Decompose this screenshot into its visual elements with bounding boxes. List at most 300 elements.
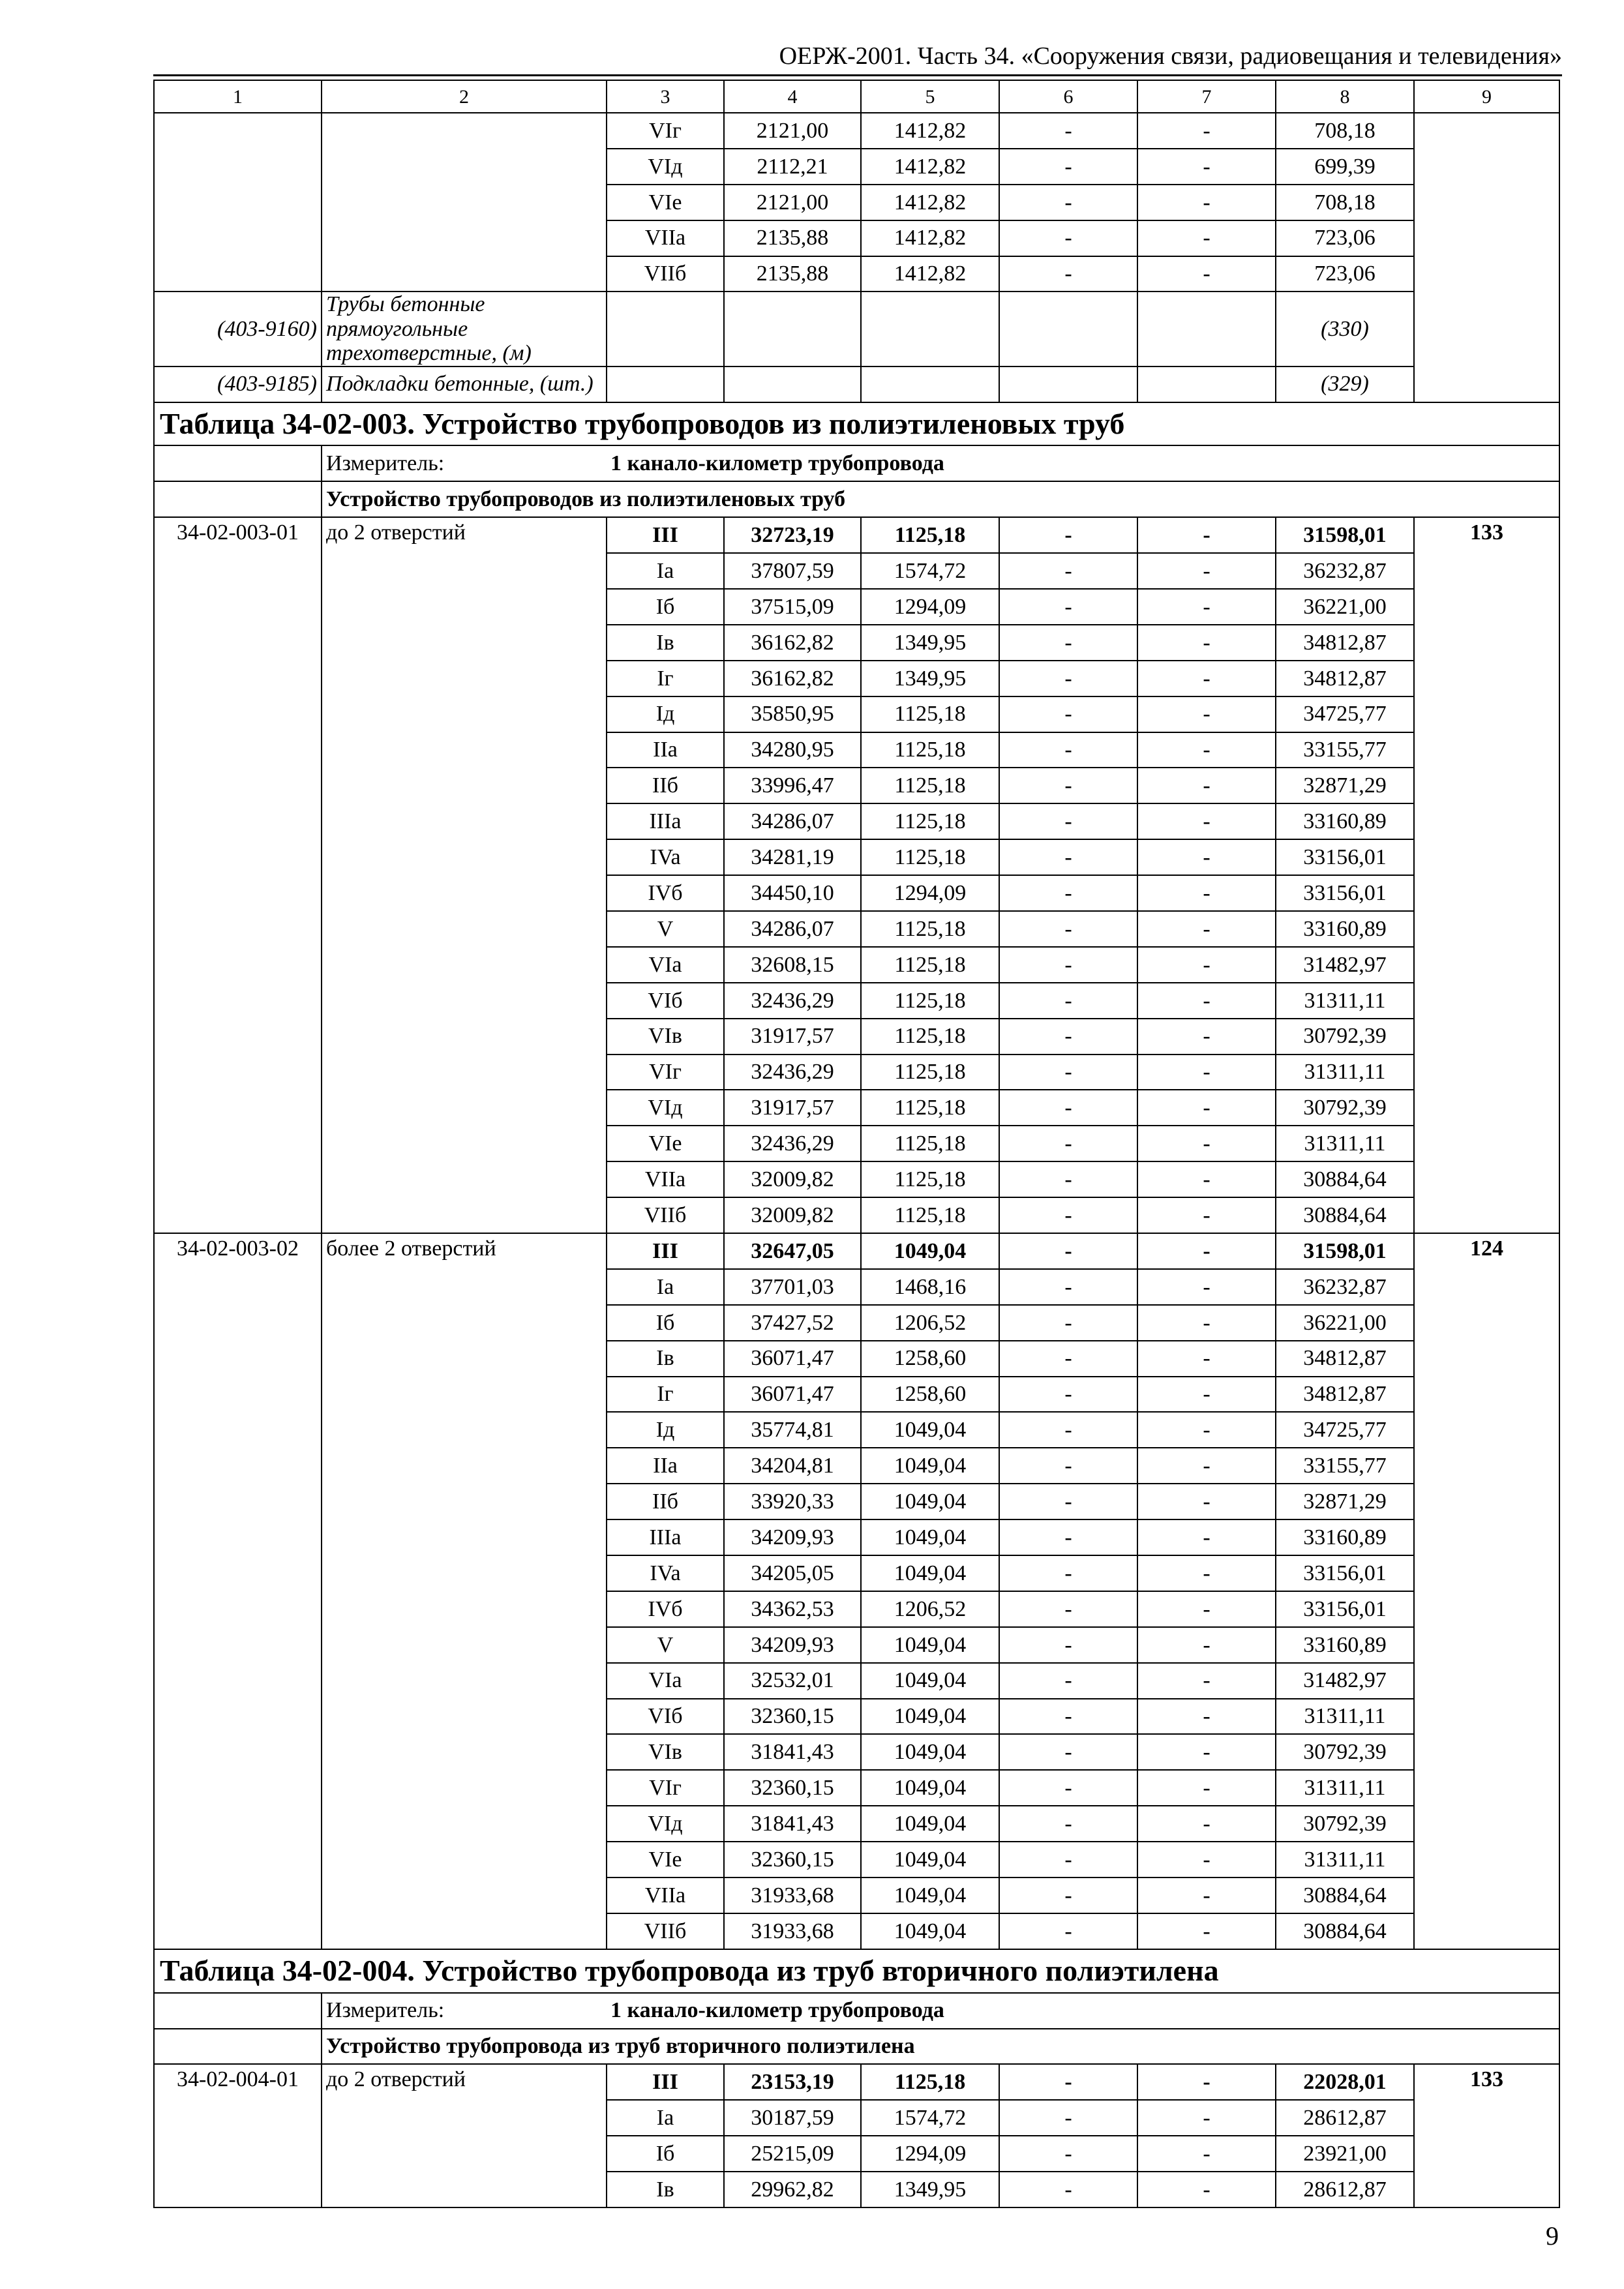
- labor-cost-cell: 1258,60: [861, 1377, 999, 1413]
- operator-wage-cell: -: [1137, 149, 1276, 185]
- materials-cost-cell: 708,18: [1276, 185, 1414, 220]
- materials-cost-cell: 699,39: [1276, 149, 1414, 185]
- direct-cost-cell: 32360,15: [724, 1842, 861, 1878]
- zone-cell: III: [607, 517, 724, 553]
- materials-cost-cell: 33155,77: [1276, 732, 1414, 768]
- zone-cell: IIa: [607, 1448, 724, 1484]
- operator-wage-cell: -: [1137, 1591, 1276, 1627]
- zone-cell: Iг: [607, 1377, 724, 1413]
- direct-cost-cell: 2121,00: [724, 113, 861, 149]
- operator-wage-cell: -: [1137, 1806, 1276, 1842]
- zone-cell: Iб: [607, 2136, 724, 2172]
- materials-cost-cell: 31482,97: [1276, 947, 1414, 983]
- page-number: 9: [1546, 2221, 1559, 2251]
- materials-cost-cell: 33156,01: [1276, 839, 1414, 875]
- operator-wage-cell: -: [1137, 256, 1276, 292]
- machine-cost-cell: -: [999, 1734, 1137, 1770]
- operator-wage-cell: -: [1137, 2136, 1276, 2172]
- meter-spacer: [154, 445, 322, 481]
- zone-cell: VIб: [607, 1699, 724, 1735]
- materials-cost-cell: 34812,87: [1276, 1377, 1414, 1413]
- empty-cell: [724, 367, 861, 402]
- rates-table: [153, 80, 1560, 2208]
- zone-cell: VIIб: [607, 256, 724, 292]
- zone-cell: III: [607, 2064, 724, 2100]
- operator-wage-cell: -: [1137, 589, 1276, 625]
- labor-cost-cell: 1049,04: [861, 1412, 999, 1448]
- materials-cost-cell: 30884,64: [1276, 1878, 1414, 1913]
- materials-cost-cell: 34812,87: [1276, 625, 1414, 661]
- description-cell: [322, 113, 607, 292]
- resource-note-row: [154, 292, 1559, 366]
- direct-cost-cell: 36071,47: [724, 1341, 861, 1377]
- labor-cost-cell: 1412,82: [861, 113, 999, 149]
- labor-cost-cell: 1125,18: [861, 1055, 999, 1090]
- materials-cost-cell: 31598,01: [1276, 1233, 1414, 1269]
- column-number-row: [154, 80, 1559, 113]
- labor-cost-cell: 1125,18: [861, 911, 999, 947]
- materials-cost-cell: 33156,01: [1276, 1555, 1414, 1591]
- operator-wage-cell: -: [1137, 1161, 1276, 1197]
- direct-cost-cell: 35774,81: [724, 1412, 861, 1448]
- machine-cost-cell: -: [999, 911, 1137, 947]
- zone-cell: VIб: [607, 983, 724, 1019]
- labor-cost-cell: 1412,82: [861, 256, 999, 292]
- direct-cost-cell: 34205,05: [724, 1555, 861, 1591]
- labor-cost-cell: 1049,04: [861, 1842, 999, 1878]
- machine-cost-cell: -: [999, 1055, 1137, 1090]
- materials-cost-cell: 30792,39: [1276, 1806, 1414, 1842]
- materials-cost-cell: 33160,89: [1276, 1627, 1414, 1663]
- materials-cost-cell: 30884,64: [1276, 1913, 1414, 1949]
- labor-cost-cell: 1294,09: [861, 875, 999, 911]
- machine-cost-cell: -: [999, 185, 1137, 220]
- col9-cell: [1414, 113, 1559, 402]
- meter-spacer: [154, 1993, 322, 2029]
- machine-cost-cell: -: [999, 625, 1137, 661]
- operator-wage-cell: -: [1137, 185, 1276, 220]
- machine-cost-cell: -: [999, 113, 1137, 149]
- operator-wage-cell: -: [1137, 803, 1276, 839]
- labor-cost-cell: 1049,04: [861, 1627, 999, 1663]
- operator-wage-cell: -: [1137, 1842, 1276, 1878]
- materials-cost-cell: 33155,77: [1276, 1448, 1414, 1484]
- zone-cell: Iд: [607, 1412, 724, 1448]
- operator-wage-cell: -: [1137, 1519, 1276, 1555]
- direct-cost-cell: 2135,88: [724, 220, 861, 256]
- labor-cost-cell: 1125,18: [861, 1019, 999, 1055]
- code-cell: 34-02-004-01: [154, 2064, 322, 2207]
- materials-cost-cell: 31482,97: [1276, 1663, 1414, 1699]
- zone-cell: IIIa: [607, 1519, 724, 1555]
- meter-label: Измеритель:: [322, 445, 607, 481]
- subtitle: Устройство трубопровода из труб вторичного полиэтилена: [322, 2029, 1559, 2065]
- labor-cost-cell: 1125,18: [861, 768, 999, 803]
- zone-cell: VIг: [607, 1055, 724, 1090]
- labor-cost-cell: 1206,52: [861, 1591, 999, 1627]
- subtitle-spacer: [154, 2029, 322, 2065]
- machine-cost-cell: -: [999, 983, 1137, 1019]
- subtitle-spacer: [154, 481, 322, 517]
- operator-wage-cell: -: [1137, 1055, 1276, 1090]
- zone-cell: VIг: [607, 1770, 724, 1806]
- table-title: Таблица 34-02-004. Устройство трубопровода из труб вторичного полиэтилена: [154, 1949, 1559, 1993]
- direct-cost-cell: 32532,01: [724, 1663, 861, 1699]
- operator-wage-cell: -: [1137, 1197, 1276, 1233]
- direct-cost-cell: 25215,09: [724, 2136, 861, 2172]
- zone-cell: VIIa: [607, 1878, 724, 1913]
- direct-cost-cell: 32360,15: [724, 1699, 861, 1735]
- direct-cost-cell: 2135,88: [724, 256, 861, 292]
- materials-cost-cell: 30884,64: [1276, 1197, 1414, 1233]
- materials-cost-cell: 30792,39: [1276, 1734, 1414, 1770]
- machine-cost-cell: -: [999, 149, 1137, 185]
- zone-cell: VIIб: [607, 1913, 724, 1949]
- machine-cost-cell: -: [999, 2100, 1137, 2136]
- labor-cost-cell: 1049,04: [861, 1913, 999, 1949]
- labor-cost-cell: 1349,95: [861, 625, 999, 661]
- zone-cell: VIв: [607, 1734, 724, 1770]
- subtitle-row: [154, 481, 1559, 517]
- description-cell: до 2 отверстий: [322, 2064, 607, 2207]
- direct-cost-cell: 32608,15: [724, 947, 861, 983]
- materials-cost-cell: 34812,87: [1276, 661, 1414, 696]
- operator-wage-cell: -: [1137, 517, 1276, 553]
- labor-cost-cell: 1125,18: [861, 1126, 999, 1161]
- machine-cost-cell: -: [999, 1377, 1137, 1413]
- zone-cell: IIб: [607, 1484, 724, 1519]
- operator-wage-cell: -: [1137, 1090, 1276, 1126]
- direct-cost-cell: 37515,09: [724, 589, 861, 625]
- direct-cost-cell: 2112,21: [724, 149, 861, 185]
- column-number: 5: [861, 80, 999, 113]
- materials-cost-cell: 33160,89: [1276, 803, 1414, 839]
- labor-cost-cell: 1049,04: [861, 1734, 999, 1770]
- zone-cell: IVб: [607, 1591, 724, 1627]
- operator-wage-cell: -: [1137, 839, 1276, 875]
- machine-cost-cell: -: [999, 1484, 1137, 1519]
- zone-cell: IVa: [607, 839, 724, 875]
- direct-cost-cell: 36162,82: [724, 661, 861, 696]
- machine-cost-cell: -: [999, 696, 1137, 732]
- machine-cost-cell: -: [999, 1448, 1137, 1484]
- column-number: 6: [999, 80, 1137, 113]
- materials-cost-cell: 22028,01: [1276, 2064, 1414, 2100]
- zone-cell: VIд: [607, 149, 724, 185]
- labor-cost-cell: 1049,04: [861, 1233, 999, 1269]
- direct-cost-cell: 23153,19: [724, 2064, 861, 2100]
- machine-cost-cell: -: [999, 1197, 1137, 1233]
- zone-cell: VIa: [607, 1663, 724, 1699]
- direct-cost-cell: 34204,81: [724, 1448, 861, 1484]
- direct-cost-cell: 34280,95: [724, 732, 861, 768]
- direct-cost-cell: 32436,29: [724, 983, 861, 1019]
- zone-cell: VIд: [607, 1090, 724, 1126]
- machine-cost-cell: -: [999, 553, 1137, 589]
- operator-wage-cell: -: [1137, 1019, 1276, 1055]
- labor-cost-cell: 1125,18: [861, 983, 999, 1019]
- materials-cost-cell: 31311,11: [1276, 1770, 1414, 1806]
- direct-cost-cell: 31933,68: [724, 1913, 861, 1949]
- direct-cost-cell: 34281,19: [724, 839, 861, 875]
- subtitle: Устройство трубопроводов из полиэтиленовых труб: [322, 481, 1559, 517]
- zone-cell: VIе: [607, 1126, 724, 1161]
- direct-cost-cell: 35850,95: [724, 696, 861, 732]
- operator-wage-cell: -: [1137, 1663, 1276, 1699]
- labor-cost-cell: 1125,18: [861, 839, 999, 875]
- empty-cell: [999, 367, 1137, 402]
- machine-cost-cell: -: [999, 1770, 1137, 1806]
- labor-cost-cell: 1049,04: [861, 1484, 999, 1519]
- zone-cell: IVa: [607, 1555, 724, 1591]
- materials-cost-cell: 36221,00: [1276, 589, 1414, 625]
- labor-cost-cell: 1125,18: [861, 732, 999, 768]
- direct-cost-cell: 34286,07: [724, 803, 861, 839]
- operator-wage-cell: -: [1137, 2100, 1276, 2136]
- zone-cell: VIIa: [607, 1161, 724, 1197]
- table-body: [154, 80, 1559, 2207]
- labor-cost-cell: 1412,82: [861, 185, 999, 220]
- labor-cost-cell: 1125,18: [861, 1161, 999, 1197]
- operator-wage-cell: -: [1137, 2064, 1276, 2100]
- machine-cost-cell: -: [999, 803, 1137, 839]
- machine-cost-cell: -: [999, 256, 1137, 292]
- labor-cost-cell: 1049,04: [861, 1663, 999, 1699]
- materials-cost-cell: 36232,87: [1276, 1269, 1414, 1305]
- materials-cost-cell: 34725,77: [1276, 696, 1414, 732]
- labor-cost-cell: 1125,18: [861, 803, 999, 839]
- meter-row: [154, 1993, 1559, 2029]
- operator-wage-cell: -: [1137, 696, 1276, 732]
- direct-cost-cell: 31917,57: [724, 1090, 861, 1126]
- operator-wage-cell: -: [1137, 661, 1276, 696]
- operator-wage-cell: -: [1137, 1555, 1276, 1591]
- empty-cell: [861, 367, 999, 402]
- labor-cost-cell: 1049,04: [861, 1519, 999, 1555]
- direct-cost-cell: 34286,07: [724, 911, 861, 947]
- labor-cost-cell: 1125,18: [861, 1197, 999, 1233]
- direct-cost-cell: 37427,52: [724, 1305, 861, 1341]
- labor-cost-cell: 1125,18: [861, 1090, 999, 1126]
- table-title-row: [154, 402, 1559, 446]
- operator-wage-cell: -: [1137, 2172, 1276, 2207]
- direct-cost-cell: 31841,43: [724, 1734, 861, 1770]
- table-title-row: [154, 1949, 1559, 1993]
- labor-cost-cell: 1049,04: [861, 1448, 999, 1484]
- materials-cost-cell: 36232,87: [1276, 553, 1414, 589]
- operator-wage-cell: -: [1137, 113, 1276, 149]
- direct-cost-cell: 31917,57: [724, 1019, 861, 1055]
- operator-wage-cell: -: [1137, 1734, 1276, 1770]
- table-title: Таблица 34-02-003. Устройство трубопроводов из полиэтиленовых труб: [154, 402, 1559, 446]
- machine-cost-cell: -: [999, 1090, 1137, 1126]
- operator-wage-cell: -: [1137, 553, 1276, 589]
- zone-cell: V: [607, 911, 724, 947]
- materials-cost-cell: 31311,11: [1276, 1842, 1414, 1878]
- machine-cost-cell: -: [999, 732, 1137, 768]
- empty-cell: [1137, 367, 1276, 402]
- resource-quantity: (329): [1276, 367, 1414, 402]
- empty-cell: [724, 292, 861, 366]
- operator-wage-cell: -: [1137, 911, 1276, 947]
- code-cell: 34-02-003-01: [154, 517, 322, 1233]
- machine-cost-cell: -: [999, 1842, 1137, 1878]
- direct-cost-cell: 34209,93: [724, 1627, 861, 1663]
- resource-note-row: [154, 367, 1559, 402]
- materials-cost-cell: 723,06: [1276, 220, 1414, 256]
- zone-cell: IVб: [607, 875, 724, 911]
- col9-cell: 133: [1414, 517, 1559, 1233]
- machine-cost-cell: -: [999, 1699, 1137, 1735]
- labor-cost-cell: 1294,09: [861, 2136, 999, 2172]
- operator-wage-cell: -: [1137, 983, 1276, 1019]
- materials-cost-cell: 23921,00: [1276, 2136, 1414, 2172]
- materials-cost-cell: 33156,01: [1276, 1591, 1414, 1627]
- meter-value: 1 канало-километр трубопровода: [607, 445, 1559, 481]
- machine-cost-cell: -: [999, 1233, 1137, 1269]
- direct-cost-cell: 36071,47: [724, 1377, 861, 1413]
- code-cell: 34-02-003-02: [154, 1233, 322, 1949]
- materials-cost-cell: 33160,89: [1276, 1519, 1414, 1555]
- labor-cost-cell: 1049,04: [861, 1555, 999, 1591]
- materials-cost-cell: 28612,87: [1276, 2100, 1414, 2136]
- direct-cost-cell: 34209,93: [724, 1519, 861, 1555]
- machine-cost-cell: -: [999, 2064, 1137, 2100]
- labor-cost-cell: 1574,72: [861, 2100, 999, 2136]
- materials-cost-cell: 723,06: [1276, 256, 1414, 292]
- machine-cost-cell: -: [999, 1663, 1137, 1699]
- table-row: [154, 1233, 1559, 1269]
- machine-cost-cell: -: [999, 1269, 1137, 1305]
- direct-cost-cell: 31933,68: [724, 1878, 861, 1913]
- table-row: [154, 517, 1559, 553]
- direct-cost-cell: 32009,82: [724, 1161, 861, 1197]
- labor-cost-cell: 1125,18: [861, 696, 999, 732]
- meter-value: 1 канало-километр трубопровода: [607, 1993, 1559, 2029]
- operator-wage-cell: -: [1137, 1269, 1276, 1305]
- column-number: 8: [1276, 80, 1414, 113]
- machine-cost-cell: -: [999, 1161, 1137, 1197]
- running-header: [153, 35, 1562, 76]
- labor-cost-cell: 1258,60: [861, 1341, 999, 1377]
- labor-cost-cell: 1412,82: [861, 149, 999, 185]
- table-row: [154, 113, 1559, 149]
- empty-cell: [1137, 292, 1276, 366]
- labor-cost-cell: 1412,82: [861, 220, 999, 256]
- zone-cell: Iв: [607, 2172, 724, 2207]
- zone-cell: VIв: [607, 1019, 724, 1055]
- machine-cost-cell: -: [999, 839, 1137, 875]
- subtitle-row: [154, 2029, 1559, 2065]
- zone-cell: Iг: [607, 661, 724, 696]
- resource-description: Подкладки бетонные, (шт.): [322, 367, 607, 402]
- machine-cost-cell: -: [999, 768, 1137, 803]
- machine-cost-cell: -: [999, 220, 1137, 256]
- labor-cost-cell: 1294,09: [861, 589, 999, 625]
- direct-cost-cell: 2121,00: [724, 185, 861, 220]
- code-cell: [154, 113, 322, 292]
- column-number: 2: [322, 80, 607, 113]
- machine-cost-cell: -: [999, 1412, 1137, 1448]
- machine-cost-cell: -: [999, 1341, 1137, 1377]
- direct-cost-cell: 34450,10: [724, 875, 861, 911]
- materials-cost-cell: 31311,11: [1276, 1126, 1414, 1161]
- operator-wage-cell: -: [1137, 1341, 1276, 1377]
- operator-wage-cell: -: [1137, 1126, 1276, 1161]
- direct-cost-cell: 36162,82: [724, 625, 861, 661]
- operator-wage-cell: -: [1137, 1377, 1276, 1413]
- col9-cell: 133: [1414, 2064, 1559, 2207]
- empty-cell: [607, 367, 724, 402]
- labor-cost-cell: 1049,04: [861, 1806, 999, 1842]
- zone-cell: Ia: [607, 553, 724, 589]
- zone-cell: VIa: [607, 947, 724, 983]
- machine-cost-cell: -: [999, 661, 1137, 696]
- machine-cost-cell: -: [999, 517, 1137, 553]
- zone-cell: VIе: [607, 1842, 724, 1878]
- machine-cost-cell: -: [999, 1878, 1137, 1913]
- operator-wage-cell: -: [1137, 1770, 1276, 1806]
- materials-cost-cell: 30884,64: [1276, 1161, 1414, 1197]
- zone-cell: Iв: [607, 1341, 724, 1377]
- machine-cost-cell: -: [999, 1126, 1137, 1161]
- machine-cost-cell: -: [999, 1019, 1137, 1055]
- resource-code: (403-9185): [154, 367, 322, 402]
- machine-cost-cell: -: [999, 1591, 1137, 1627]
- direct-cost-cell: 32647,05: [724, 1233, 861, 1269]
- header-text: ОЕРЖ-2001. Часть 34. «Сооружения связи, радиовещания и телевидения»: [779, 42, 1562, 70]
- materials-cost-cell: 30792,39: [1276, 1019, 1414, 1055]
- direct-cost-cell: 37807,59: [724, 553, 861, 589]
- operator-wage-cell: -: [1137, 768, 1276, 803]
- operator-wage-cell: -: [1137, 732, 1276, 768]
- zone-cell: VIIa: [607, 220, 724, 256]
- materials-cost-cell: 31311,11: [1276, 1055, 1414, 1090]
- machine-cost-cell: -: [999, 947, 1137, 983]
- labor-cost-cell: 1049,04: [861, 1878, 999, 1913]
- direct-cost-cell: 30187,59: [724, 2100, 861, 2136]
- machine-cost-cell: -: [999, 589, 1137, 625]
- direct-cost-cell: 32009,82: [724, 1197, 861, 1233]
- machine-cost-cell: -: [999, 1519, 1137, 1555]
- machine-cost-cell: -: [999, 1305, 1137, 1341]
- operator-wage-cell: -: [1137, 875, 1276, 911]
- direct-cost-cell: 33996,47: [724, 768, 861, 803]
- zone-cell: III: [607, 1233, 724, 1269]
- materials-cost-cell: 28612,87: [1276, 2172, 1414, 2207]
- labor-cost-cell: 1206,52: [861, 1305, 999, 1341]
- operator-wage-cell: -: [1137, 625, 1276, 661]
- meter-label: Измеритель:: [322, 1993, 607, 2029]
- zone-cell: Ia: [607, 2100, 724, 2136]
- materials-cost-cell: 31311,11: [1276, 1699, 1414, 1735]
- operator-wage-cell: -: [1137, 1627, 1276, 1663]
- direct-cost-cell: 32436,29: [724, 1055, 861, 1090]
- column-number: 7: [1137, 80, 1276, 113]
- zone-cell: VIIб: [607, 1197, 724, 1233]
- column-number: 1: [154, 80, 322, 113]
- column-number: 3: [607, 80, 724, 113]
- description-cell: более 2 отверстий: [322, 1233, 607, 1949]
- resource-code: (403-9160): [154, 292, 322, 366]
- direct-cost-cell: 32436,29: [724, 1126, 861, 1161]
- operator-wage-cell: -: [1137, 1878, 1276, 1913]
- labor-cost-cell: 1349,95: [861, 2172, 999, 2207]
- zone-cell: VIд: [607, 1806, 724, 1842]
- zone-cell: Iб: [607, 589, 724, 625]
- materials-cost-cell: 36221,00: [1276, 1305, 1414, 1341]
- col9-cell: 124: [1414, 1233, 1559, 1949]
